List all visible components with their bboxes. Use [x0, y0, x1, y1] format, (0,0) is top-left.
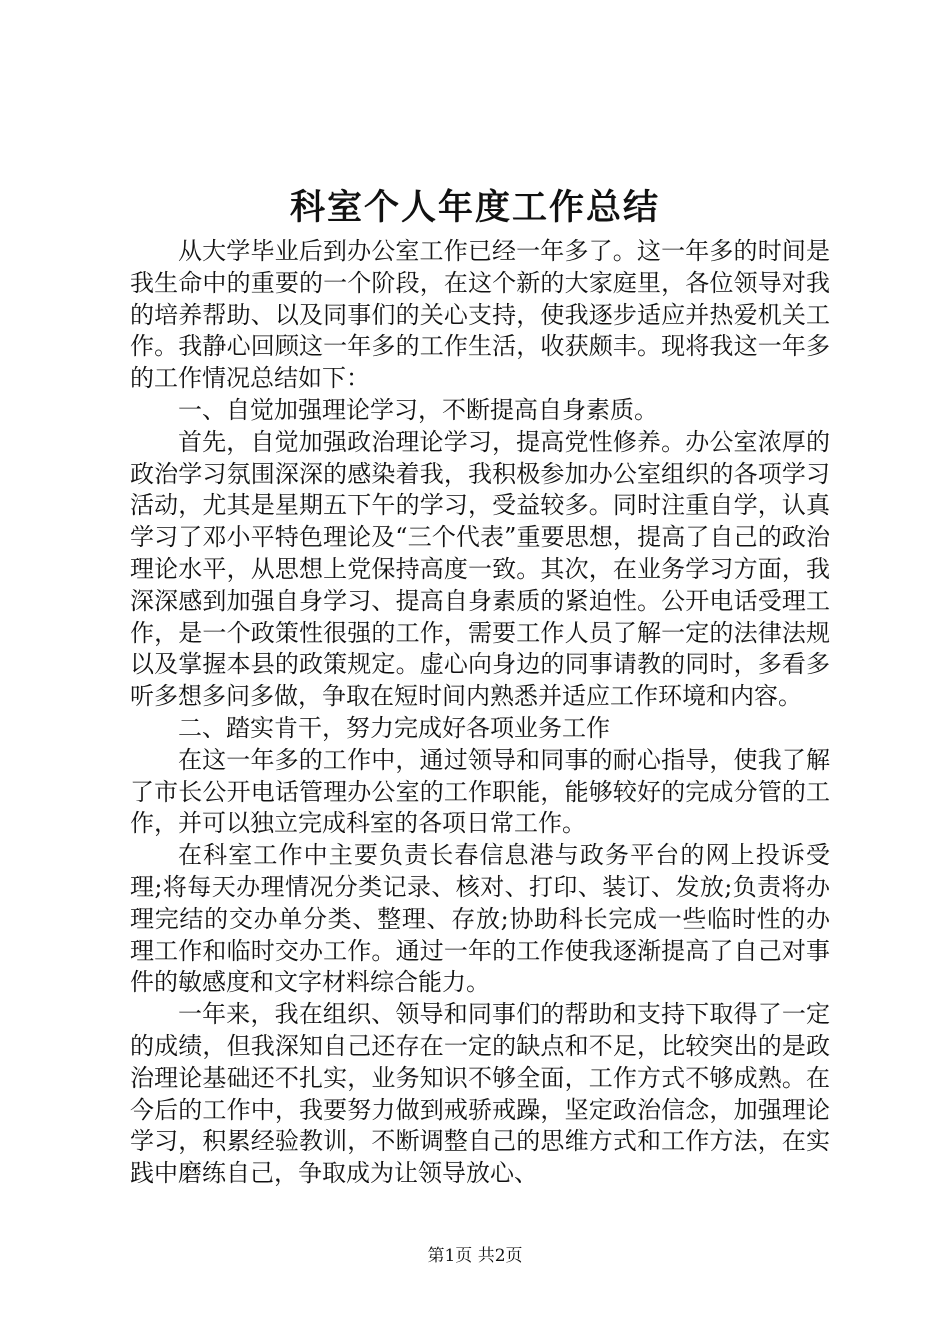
- page-number-footer: 第1页 共2页: [427, 1246, 523, 1266]
- body-paragraph: 一年来，我在组织、领导和同事们的帮助和支持下取得了一定的成绩，但我深知自己还存在一定的缺点和不足，比较突出的是政治理论基础还不扎实，业务知识不够全面，工作方式不够成熟。在今后的工作中，我要努力做到戒骄戒躁，坚定政治信念，加强理论学习，积累经验教训，不断调整自己的思维方式和工作方法，在实践中磨练自己，争取成为让领导放心、: [130, 1000, 830, 1188]
- intro-paragraph: 从大学毕业后到办公室工作已经一年多了。这一年多的时间是我生命中的重要的一个阶段，在这个新的大家庭里，各位领导对我的培养帮助、以及同事们的关心支持，使我逐步适应并热爱机关工作。我静心回顾这一年多的工作生活，收获颇丰。现将我这一年多的工作情况总结如下：: [130, 237, 830, 393]
- section-heading-1: 一、自觉加强理论学习，不断提高自身素质。: [178, 395, 658, 424]
- body-paragraph: 在科室工作中主要负责长春信息港与政务平台的网上投诉受理;将每天办理情况分类记录、核对、打印、装订、发放;负责将办理完结的交办单分类、整理、存放;协助科长完成一些临时性的办理工作和临时交办工作。通过一年的工作使我逐渐提高了自己对事件的敏感度和文字材料综合能力。: [130, 841, 830, 997]
- section-heading-2: 二、踏实肯干，努力完成好各项业务工作: [178, 713, 610, 742]
- document-body: [130, 236, 830, 1190]
- body-paragraph: 在这一年多的工作中，通过领导和同事的耐心指导，使我了解了市长公开电话管理办公室的工作职能，能够较好的完成分管的工作，并可以独立完成科室的各项日常工作。: [130, 745, 830, 838]
- body-paragraph: 首先，自觉加强政治理论学习，提高党性修养。办公室浓厚的政治学习氛围深深的感染着我，我积极参加办公室组织的各项学习活动，尤其是星期五下午的学习，受益较多。同时注重自学，认真学习了邓小平特色理论及“三个代表”重要思想，提高了自己的政治理论水平，从思想上党保持高度一致。其次，在业务学习方面，我深深感到加强自身学习、提高自身素质的紧迫性。公开电话受理工作，是一个政策性很强的工作，需要工作人员了解一定的法律法规以及掌握本县的政策规定。虚心向身边的同事请教的同时，多看多听多想多问多做，争取在短时间内熟悉并适应工作环境和内容。: [130, 427, 830, 711]
- document-title: 科室个人年度工作总结: [289, 187, 660, 228]
